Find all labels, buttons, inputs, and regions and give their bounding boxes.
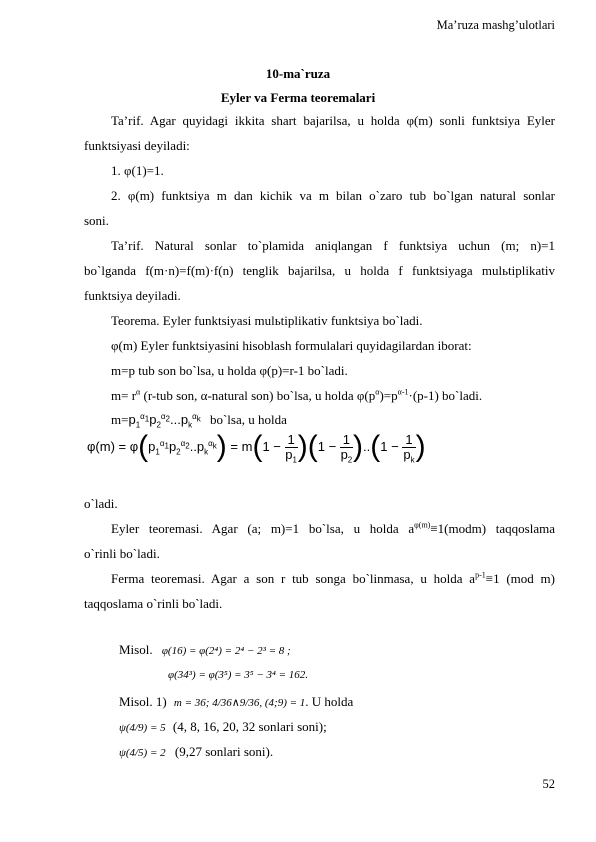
example-1-formula-2: φ(34³) = φ(3⁵) = 3⁵ − 3⁴ = 162. bbox=[168, 669, 309, 681]
factorization-formula: $p_1^{\alpha_1}p_2^{\alpha_2}...p_k^{\alpha_k}$ bbox=[128, 411, 201, 430]
page-number: 52 bbox=[542, 777, 555, 791]
case-prime: m=p tub son bo`lsa, u holda φ(p)=r-1 bo`ladi. bbox=[111, 363, 348, 378]
example-1: Misol. φ(16) = φ(2⁴) = 2⁴ − 2³ = 8 ; bbox=[119, 642, 291, 657]
condition-2-line-2: soni. bbox=[84, 213, 109, 228]
fermat-theorem-line-1: Ferma teoremasi. Agar a son r tub songa bo`linmasa, u holda $a^{p-1}\equiv 1$ (mod m) bbox=[111, 570, 555, 586]
definition-2-line-1: Ta’rif. Natural sonlar to`plamida aniqlangan f funktsiya uchun (m; n)=1 bbox=[111, 238, 555, 253]
example-2: Misol. 1) m = 36; 4/36∧9/36, (4;9) = 1. U holda bbox=[119, 694, 354, 709]
psi-example-2: ψ(4/5) = 2 (9,27 sonlari soni). bbox=[119, 744, 274, 759]
definition-1-line-1: Ta’rif. Agar quyidagi ikkita shart bajarilsa, u holda φ(m) sonli funktsiya Eyler bbox=[111, 113, 555, 128]
definition-2-line-3: funktsiya deyiladi. bbox=[84, 288, 181, 303]
lecture-title: Eyler va Ferma teoremalari bbox=[220, 90, 376, 105]
definition-1-line-2: funktsiyasi deyiladi: bbox=[84, 138, 190, 153]
definition-2-line-2: bo`lganda f(m·n)=f(m)·f(n) tenglik bajarilsa, u holda f funktsiyaga mulьtiplikativ bbox=[84, 263, 555, 278]
condition-1: 1. φ(1)=1. bbox=[111, 163, 164, 178]
psi-example-1: ψ(4/9) = 5 (4, 8, 16, 20, 32 sonlari soni); bbox=[119, 719, 327, 734]
euler-theorem-line-2: o`rinli bo`ladi. bbox=[84, 546, 160, 561]
euler-product-formula: $\varphi(m) = \varphi(p_1^{\alpha_1}p_2^{\alpha_2}..p_k^{\alpha_k}) = m(1$ − $\frac{1}{p_1}$ )(1 − $\frac{1}{p_2}$ )..(1 − $\frac{1}{p_k}$ ) bbox=[87, 430, 426, 465]
example-2-formula: m = 36; 4/36∧9/36, (4;9) = 1 bbox=[173, 697, 306, 709]
condition-2-line-1: 2. φ(m) funktsiya m dan kichik va m bilan o`zaro tub bo`lgan natural sonlar bbox=[111, 188, 555, 203]
page-header: Ma’ruza mashg’ulotlari bbox=[436, 18, 555, 32]
theorem-statement: Teorema. Eyler funktsiyasi mulьtiplikativ funktsiya bo`ladi. bbox=[111, 313, 423, 328]
lecture-number: 10-ma`ruza bbox=[265, 66, 331, 81]
formula-closing: o`ladi. bbox=[84, 496, 118, 511]
euler-theorem-line-1: Eyler teoremasi. Agar (a; m)=1 bo`lsa, u holda $a^{\varphi(m)}\equiv 1(modm)$ taqqoslama bbox=[111, 520, 555, 536]
formulas-intro: φ(m) Eyler funktsiyasini hisoblash formulalari quyidagilardan iborat: bbox=[111, 338, 472, 353]
case-prime-power: $m= r^\alpha$ (r-tub son, α-natural son) bo`lsa, u holda $\varphi(p^\alpha)=p^{\alpha-1}\cdot(p-1)$ bo`ladi. bbox=[111, 387, 483, 403]
fermat-theorem-line-2: taqqoslama o`rinli bo`ladi. bbox=[84, 596, 223, 611]
example-1-formula-1: φ(16) = φ(2⁴) = 2⁴ − 2³ = 8 ; bbox=[161, 645, 291, 657]
case-general: $m=p_1^{\alpha_1}p_2^{\alpha_2}...p_k^{\alpha_k}$ bo`lsa, u holda bbox=[111, 411, 287, 430]
